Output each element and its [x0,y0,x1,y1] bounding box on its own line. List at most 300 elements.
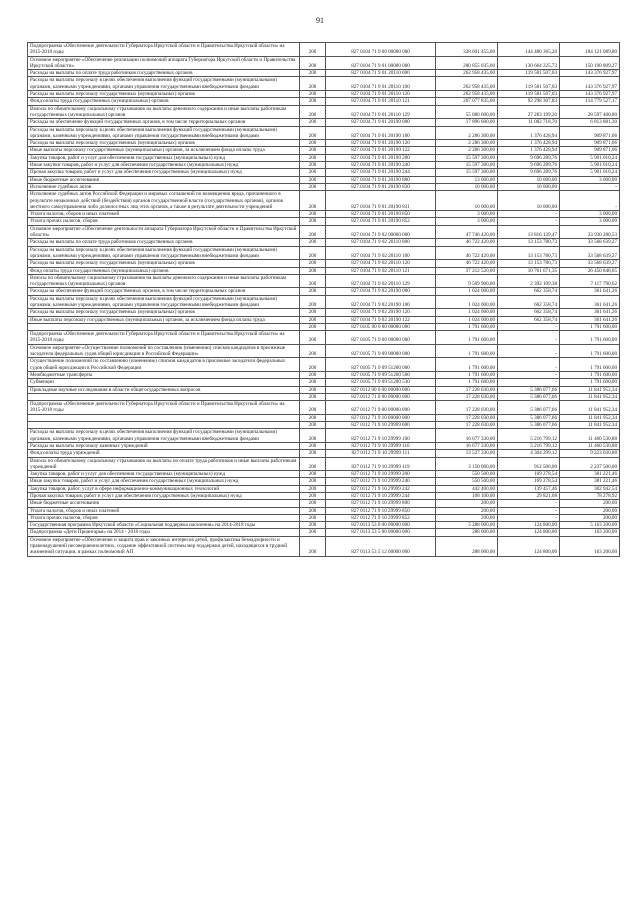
table-row [28,500,620,507]
table-row [28,450,620,457]
executed-amount-cell: 9 696 289,76 [498,154,560,161]
approved-amount-cell: 262 958 435,00 [436,70,498,77]
approved-amount-cell: 328 601 455,00 [436,43,498,57]
unexecuted-amount-cell: 184 121 089,80 [560,43,620,57]
approved-amount-cell: 10 000,00 [436,191,498,211]
table-row [28,507,620,514]
executed-amount-cell: 119 581 507,03 [498,91,560,98]
indicator-name-cell [28,393,300,400]
classification-code-cell: 827 0104 71 9 02 20110 000 [326,239,436,246]
line-code-cell: 200 [300,126,326,140]
indicator-name-cell: Исполнение судебных актов [28,183,300,190]
unexecuted-amount-cell: 26 450 848,65 [560,267,620,274]
classification-code-cell: 827 0104 71 9 02 00000 000 [326,225,436,239]
executed-amount-cell: 1 376 428,94 [498,147,560,154]
unexecuted-amount-cell: 143 376 927,97 [560,70,620,77]
indicator-name-cell: Уплата налогов, сборов и иных платежей [28,507,300,514]
line-code-cell: 200 [300,295,326,309]
approved-amount-cell: 280 855 035,00 [436,56,498,70]
approved-amount-cell: 200,00 [436,514,498,521]
approved-amount-cell: 37 212 520,00 [436,267,498,274]
line-code-cell: 200 [300,162,326,169]
classification-code-cell: 827 0112 71 9 10 29999 200 [326,471,436,478]
unexecuted-amount-cell: 11 460 530,88 [560,429,620,443]
indicator-name-cell: Прочая закупка товаров, работ и услуг для обеспечения государственных (муниципальных) нужд [28,493,300,500]
executed-amount-cell: - [498,218,560,225]
indicator-name-cell: Расходы на выплаты персоналу в целях обеспечения выполнения функций государственными (муниципальными) органами, казенными учреждениями, органами управления государственными внебюджетными фондами [28,77,300,91]
executed-amount-cell: 144 480 365,20 [498,43,560,57]
classification-code-cell: 827 0104 71 9 00 00000 000 [326,43,436,57]
unexecuted-amount-cell: 5 901 010,24 [560,162,620,169]
unexecuted-amount-cell: 33 930 280,53 [560,225,620,239]
table-row [28,77,620,91]
indicator-name-cell: Расходы на обеспечение функций государственных органов, в том числе территориальных органов [28,288,300,295]
approved-amount-cell: 1 791 600,00 [436,323,498,330]
executed-amount-cell: 662 358,74 [498,288,560,295]
classification-code-cell: 827 0112 71 0 00 00000 000 [326,393,436,400]
executed-amount-cell: - [498,507,560,514]
executed-amount-cell: 1 376 428,94 [498,140,560,147]
classification-code-cell: 827 0104 71 9 02 20190 100 [326,295,436,309]
classification-code-cell: 827 0104 71 9 01 20190 122 [326,147,436,154]
line-code-cell: 200 [300,422,326,429]
indicator-name-cell: Межбюджетные трансферты [28,371,300,378]
line-code-cell: 200 [300,500,326,507]
unexecuted-amount-cell: 302 942,54 [560,485,620,492]
unexecuted-amount-cell: 381 221,46 [560,478,620,485]
approved-amount-cell: 17 228 030,00 [436,422,498,429]
executed-amount-cell: 5 386 077,66 [498,422,560,429]
indicator-name-cell: Субвенции [28,379,300,386]
unexecuted-amount-cell: 28 597 400,80 [560,105,620,119]
indicator-name-cell: Иные бюджетные ассигнования [28,176,300,183]
unexecuted-amount-cell: 3 000,00 [560,218,620,225]
indicator-name-cell: Иные выплаты персоналу государственных (муниципальных) органов, за исключением фонда оплаты труда [28,147,300,154]
executed-amount-cell: 5 386 077,66 [498,386,560,393]
approved-amount-cell: 262 958 435,00 [436,77,498,91]
classification-code-cell: 827 0112 71 9 10 29999 850 [326,507,436,514]
executed-amount-cell: 4 304 299,12 [498,450,560,457]
unexecuted-amount-cell: 33 568 639,27 [560,246,620,260]
line-code-cell: 200 [300,169,326,176]
table-row [28,246,620,260]
classification-code-cell: 827 0104 71 9 01 20110 120 [326,91,436,98]
unexecuted-amount-cell: 33 568 639,27 [560,239,620,246]
indicator-name-cell: Подпрограмма «Дети Приангарья» на 2014 - 2018 годы [28,529,300,536]
classification-code-cell: 827 0104 71 9 01 20190 120 [326,140,436,147]
approved-amount-cell: 207 077 835,00 [436,98,498,105]
line-code-cell: 200 [300,274,326,288]
unexecuted-amount-cell: 1 791 600,00 [560,371,620,378]
indicator-name-cell: Фонд оплаты труда государственных (муниципальных) органов [28,98,300,105]
line-code-cell: 200 [300,393,326,400]
classification-code-cell: 827 0104 71 9 01 20110 121 [326,98,436,105]
unexecuted-amount-cell: 5 163 200,00 [560,522,620,529]
table-row [28,162,620,169]
table-row [28,309,620,316]
indicator-name-cell: Основное мероприятие «Осуществление полномочий по составлению (изменению) списков кандидатов в присяжные заседатели федеральных судов общей юрисдикции в Российской Федерации» [28,344,300,358]
line-code-cell: 200 [300,429,326,443]
line-code-cell: 200 [300,386,326,393]
classification-code-cell: 827 0104 71 9 02 20190 122 [326,316,436,323]
unexecuted-amount-cell: 1 791 600,00 [560,379,620,386]
line-code-cell: 200 [300,507,326,514]
executed-amount-cell: 10 000,00 [498,183,560,190]
unexecuted-amount-cell: 200,00 [560,514,620,521]
classification-code-cell: 827 0104 71 9 01 20190 000 [326,119,436,126]
unexecuted-amount-cell: 1 791 600,00 [560,323,620,330]
approved-amount-cell: 2 286 300,00 [436,126,498,140]
unexecuted-amount-cell: 5 901 010,24 [560,154,620,161]
table-row [28,514,620,521]
line-code-cell: 200 [300,288,326,295]
unexecuted-amount-cell: 361 641,26 [560,309,620,316]
executed-amount-cell: 10 000,00 [498,176,560,183]
indicator-name-cell: Прикладные научные исследования в области общегосударственных вопросов [28,386,300,393]
line-code-cell: 200 [300,154,326,161]
indicator-name-cell: Иные выплаты персоналу государственных (муниципальных) органов, за исключением фонда оплаты труда [28,316,300,323]
executed-amount-cell: 139 457,46 [498,485,560,492]
line-code-cell: 200 [300,344,326,358]
indicator-name-cell: Осуществление полномочий по составлению (изменению) списков кандидатов в присяжные заседатели федеральных судов общей юрисдикции в Российской Федерации [28,358,300,372]
approved-amount-cell: 16 677 330,00 [436,429,498,443]
table-row [28,442,620,449]
table-row [28,414,620,421]
table-row [28,295,620,309]
classification-code-cell: 827 0112 71 9 00 00000 000 [326,401,436,415]
table-row [28,331,620,345]
executed-amount-cell: 5 386 077,66 [498,393,560,400]
line-code-cell: 200 [300,140,326,147]
classification-code-cell: 827 0112 71 9 10 29999 852 [326,514,436,521]
approved-amount-cell: 1 791 600,00 [436,331,498,345]
table-row [28,211,620,218]
classification-code-cell: 827 0104 71 9 01 20110 000 [326,70,436,77]
approved-amount-cell: 55 880 600,00 [436,105,498,119]
approved-amount-cell: 16 677 330,00 [436,442,498,449]
line-code-cell: 200 [300,442,326,449]
approved-amount-cell: 1 024 000,00 [436,309,498,316]
classification-code-cell: 827 0104 71 9 02 20110 100 [326,246,436,260]
approved-amount-cell: 9 509 900,00 [436,274,498,288]
table-row [28,316,620,323]
unexecuted-amount-cell: 909 871,06 [560,140,620,147]
unexecuted-amount-cell: 150 190 809,27 [560,56,620,70]
table-row [28,493,620,500]
classification-code-cell: 827 0104 71 9 01 20190 200 [326,154,436,161]
line-code-cell: 200 [300,43,326,57]
table-row [28,379,620,386]
classification-code-cell: 827 0104 71 9 01 20190 850 [326,211,436,218]
unexecuted-amount-cell: 114 779 527,17 [560,98,620,105]
approved-amount-cell: 200,00 [436,507,498,514]
unexecuted-amount-cell: 3 000,00 [560,176,620,183]
indicator-name-cell: Расходы на выплаты персоналу в целях обеспечения выполнения функций государственными (муниципальными) органами, казенными учреждениями, органами управления государственными внебюджетными фондами [28,429,300,443]
executed-amount-cell: 169 278,54 [498,471,560,478]
classification-code-cell: 827 0105 71 9 09 51200 530 [326,379,436,386]
unexecuted-amount-cell: 200,00 [560,507,620,514]
table-row [28,274,620,288]
executed-amount-cell: 124 800,00 [498,522,560,529]
executed-amount-cell: 1 376 428,94 [498,126,560,140]
table-row [28,485,620,492]
classification-code-cell: 827 0104 71 9 01 20190 240 [326,162,436,169]
indicator-name-cell: Иные закупки товаров, работ и услуг для обеспечения государственных (муниципальных) нужд [28,478,300,485]
line-code-cell: 200 [300,239,326,246]
unexecuted-amount-cell: - [560,183,620,190]
approved-amount-cell: 1 791 600,00 [436,344,498,358]
approved-amount-cell: 13 527 330,00 [436,450,498,457]
executed-amount-cell: 124 800,00 [498,529,560,536]
classification-code-cell: 827 0104 71 9 01 20190 831 [326,191,436,211]
unexecuted-amount-cell: 143 376 927,97 [560,77,620,91]
table-row [28,267,620,274]
executed-amount-cell: 13 153 780,73 [498,246,560,260]
approved-amount-cell: 2 286 300,00 [436,147,498,154]
line-code-cell: 200 [300,218,326,225]
line-code-cell: 200 [300,77,326,91]
approved-amount-cell: 47 746 420,00 [436,225,498,239]
approved-amount-cell: 1 024 000,00 [436,295,498,309]
classification-code-cell: 827 0104 71 9 01 20110 100 [326,77,436,91]
classification-code-cell: 827 0104 71 9 01 20190 830 [326,183,436,190]
classification-code-cell: 827 0112 71 9 10 29999 111 [326,450,436,457]
executed-amount-cell: 662 358,74 [498,295,560,309]
line-code-cell: 200 [300,91,326,98]
approved-amount-cell: 200,00 [436,500,498,507]
line-code-cell: 200 [300,522,326,529]
approved-amount-cell: 10 000,00 [436,183,498,190]
executed-amount-cell: 10 000,00 [498,191,560,211]
table-row [28,422,620,429]
indicator-name-cell: Закупка товаров, работ и услуг для обеспечения государственных (муниципальных) нужд [28,471,300,478]
unexecuted-amount-cell: 11 841 952,34 [560,414,620,421]
indicator-name-cell: Расходы на выплаты персоналу в целях обеспечения выполнения функций государственными (муниципальными) органами, казенными учреждениями, органами управления государственными внебюджетными фондами [28,295,300,309]
unexecuted-amount-cell: 6 813 881,30 [560,119,620,126]
executed-amount-cell: 10 761 671,35 [498,267,560,274]
page-number: 91 [316,16,324,25]
table-row [28,98,620,105]
unexecuted-amount-cell: 78 278,92 [560,493,620,500]
approved-amount-cell: 15 597 300,00 [436,169,498,176]
indicator-name-cell: Расходы на выплаты персоналу казенных учреждений [28,442,300,449]
indicator-name-cell: Государственная программа Иркутской области «Социальная поддержка населения» на 2014-2018 годы [28,522,300,529]
approved-amount-cell: 17 896 600,00 [436,119,498,126]
table-row [28,218,620,225]
approved-amount-cell: 17 228 030,00 [436,386,498,393]
unexecuted-amount-cell: 381 221,46 [560,471,620,478]
classification-code-cell: 827 0112 71 9 10 29999 240 [326,478,436,485]
table-row [28,358,620,372]
table-row [28,288,620,295]
unexecuted-amount-cell: 163 200,00 [560,536,620,556]
budget-execution-table [27,42,620,557]
line-code-cell: 200 [300,147,326,154]
classification-code-cell: 827 0112 71 9 10 29999 000 [326,422,436,429]
executed-amount-cell: - [498,500,560,507]
approved-amount-cell: 17 228 030,00 [436,414,498,421]
table-row [28,70,620,77]
approved-amount-cell: 1 024 000,00 [436,288,498,295]
executed-amount-cell: 9 696 289,76 [498,162,560,169]
budget-table-sheet [27,42,619,557]
executed-amount-cell: - [498,514,560,521]
table-row [28,522,620,529]
line-code-cell: 200 [300,98,326,105]
unexecuted-amount-cell: 11 841 952,34 [560,386,620,393]
indicator-name-cell: Взносы по обязательному социальному страхованию на выплаты по оплате труда работников и иные выплаты работникам учреждений [28,457,300,471]
indicator-name-cell: Уплата прочих налогов, сборов [28,514,300,521]
classification-code-cell: 827 0112 71 9 10 00000 000 [326,414,436,421]
unexecuted-amount-cell: 2 237 500,00 [560,457,620,471]
executed-amount-cell: 119 581 507,03 [498,77,560,91]
classification-code-cell: 827 0104 71 9 02 20190 120 [326,309,436,316]
line-code-cell: 200 [300,183,326,190]
classification-code-cell: 827 0104 71 9 01 20190 800 [326,176,436,183]
indicator-name-cell: Иные бюджетные ассигнования [28,500,300,507]
unexecuted-amount-cell: 11 460 530,88 [560,442,620,449]
line-code-cell: 200 [300,246,326,260]
unexecuted-amount-cell: 361 641,26 [560,295,620,309]
indicator-name-cell: Расходы на выплаты персоналу в целях обеспечения выполнения функций государственными (муниципальными) органами, казенными учреждениями, органами управления государственными внебюджетными фондами [28,246,300,260]
approved-amount-cell: 550 500,00 [436,471,498,478]
approved-amount-cell: 1 024 000,00 [436,316,498,323]
table-row [28,154,620,161]
executed-amount-cell: 2 392 109,38 [498,274,560,288]
classification-code-cell: 827 0104 71 9 01 20190 852 [326,218,436,225]
executed-amount-cell: 27 283 199,20 [498,105,560,119]
classification-code-cell: 827 0104 71 9 02 20110 120 [326,260,436,267]
unexecuted-amount-cell: 11 841 952,34 [560,422,620,429]
table-row [28,169,620,176]
table-row [28,126,620,140]
table-row [28,529,620,536]
executed-amount-cell: 169 278,54 [498,478,560,485]
table-row [28,457,620,471]
unexecuted-amount-cell: 33 568 639,27 [560,260,620,267]
approved-amount-cell: 1 791 600,00 [436,371,498,378]
approved-amount-cell: 550 500,00 [436,478,498,485]
approved-amount-cell: 2 286 300,00 [436,140,498,147]
unexecuted-amount-cell: 200,00 [560,500,620,507]
approved-amount-cell: 46 722 420,00 [436,246,498,260]
table-row [28,91,620,98]
line-code-cell: 200 [300,267,326,274]
table-row [28,183,620,190]
line-code-cell: 200 [300,105,326,119]
indicator-name-cell: Расходы на выплаты персоналу государственных (муниципальных) органов [28,140,300,147]
line-code-cell: 200 [300,450,326,457]
unexecuted-amount-cell: 143 376 927,97 [560,91,620,98]
executed-amount-cell: - [498,344,560,358]
line-code-cell: 200 [300,323,326,330]
indicator-name-cell: Фонд оплаты труда государственных (муниципальных) органов [28,267,300,274]
executed-amount-cell: 11 082 718,70 [498,119,560,126]
table-row [28,344,620,358]
executed-amount-cell: - [498,371,560,378]
executed-amount-cell: 13 816 139,47 [498,225,560,239]
line-code-cell: 200 [300,514,326,521]
unexecuted-amount-cell: 9 223 030,88 [560,450,620,457]
indicator-name-cell: Исполнение судебных актов Российской Федерации и мировых соглашений по возмещению вреда, причиненного в результате незаконных действий (бездействия) органов государственной власти (государственных органов), органов местного самоуправления либо должностных лиц этих органов, а также в результате деятельности учреждений [28,191,300,211]
unexecuted-amount-cell: 1 791 600,00 [560,358,620,372]
unexecuted-amount-cell: 7 117 790,62 [560,274,620,288]
unexecuted-amount-cell: 11 841 952,34 [560,393,620,400]
classification-code-cell: 827 0105 71 9 09 51200 000 [326,358,436,372]
approved-amount-cell: 17 228 030,00 [436,393,498,400]
indicator-name-cell: Подпрограмма «Обеспечение деятельности Губернатора Иркутской области и Правительства Иркутской области» на 2015-2018 годы [28,331,300,345]
unexecuted-amount-cell: 5 901 010,24 [560,169,620,176]
indicator-name-cell: Основное мероприятие «Обеспечение деятельности аппарата Губернатора Иркутской области и Правительства Иркутской области» [28,225,300,239]
line-code-cell: 200 [300,371,326,378]
executed-amount-cell: 119 581 507,03 [498,70,560,77]
executed-amount-cell: - [498,358,560,372]
unexecuted-amount-cell: 361 641,26 [560,316,620,323]
line-code-cell: 200 [300,478,326,485]
classification-code-cell: 827 0105 71 9 09 51200 500 [326,371,436,378]
table-row [28,393,620,400]
line-code-cell: 200 [300,176,326,183]
indicator-name-cell [28,422,300,429]
approved-amount-cell: 17 228 030,00 [436,401,498,415]
executed-amount-cell: - [498,323,560,330]
approved-amount-cell: 442 400,00 [436,485,498,492]
executed-amount-cell: 662 358,74 [498,316,560,323]
classification-code-cell: 827 0112 71 9 10 29999 119 [326,457,436,471]
executed-amount-cell: 130 664 225,73 [498,56,560,70]
executed-amount-cell: 124 800,00 [498,536,560,556]
approved-amount-cell: 5 288 000,00 [436,522,498,529]
table-row [28,239,620,246]
line-code-cell: 200 [300,260,326,267]
line-code-cell: 200 [300,56,326,70]
indicator-name-cell: Основное мероприятие «Обеспечение и защита прав и законных интересов детей, профилактика безнадзорности и правонарушений несовершеннолетних, создание эффективной системы мер поддержки детей, находящихся в трудной жизненной ситуации, в рамках полномочий АП [28,536,300,556]
indicator-name-cell [28,414,300,421]
line-code-cell: 200 [300,414,326,421]
approved-amount-cell: 1 791 600,00 [436,379,498,386]
classification-code-cell: 827 0113 53 0 00 00000 000 [326,522,436,529]
classification-code-cell: 827 0112 71 9 10 29999 244 [326,493,436,500]
line-code-cell: 200 [300,70,326,77]
approved-amount-cell: 46 722 420,00 [436,239,498,246]
table-row [28,536,620,556]
indicator-name-cell: Уплата прочих налогов, сборов [28,218,300,225]
unexecuted-amount-cell: 909 871,06 [560,126,620,140]
indicator-name-cell: Взносы по обязательному социальному страхованию на выплаты денежного содержания и иные выплаты работникам государственных (муниципальных) органов [28,105,300,119]
classification-code-cell: 827 0113 53 5 00 00000 000 [326,529,436,536]
line-code-cell: 200 [300,379,326,386]
executed-amount-cell: 9 696 289,76 [498,169,560,176]
line-code-cell: 200 [300,358,326,372]
indicator-name-cell: Расходы на выплаты по оплате труда работников государственных органов [28,70,300,77]
unexecuted-amount-cell: 909 871,06 [560,147,620,154]
approved-amount-cell: 15 597 300,00 [436,162,498,169]
executed-amount-cell: 13 153 780,73 [498,260,560,267]
indicator-name-cell: Подпрограмма «Обеспечение деятельности Губернатора Иркутской области и Правительства Иркутской области» на 2015-2018 годы [28,401,300,415]
executed-amount-cell: 5 216 799,12 [498,429,560,443]
approved-amount-cell: 288 000,00 [436,536,498,556]
classification-code-cell: 827 0105 71 9 09 00000 000 [326,344,436,358]
executed-amount-cell: - [498,379,560,386]
table-row [28,371,620,378]
indicator-name-cell: Закупка товаров, работ, услуг в сфере информационно-коммуникационных технологий [28,485,300,492]
classification-code-cell: 827 0105 71 9 00 00000 000 [326,331,436,345]
classification-code-cell: 827 0104 71 9 01 20190 100 [326,126,436,140]
unexecuted-amount-cell: 11 841 952,34 [560,401,620,415]
approved-amount-cell: 3 000,00 [436,218,498,225]
line-code-cell: 200 [300,493,326,500]
line-code-cell: 200 [300,471,326,478]
